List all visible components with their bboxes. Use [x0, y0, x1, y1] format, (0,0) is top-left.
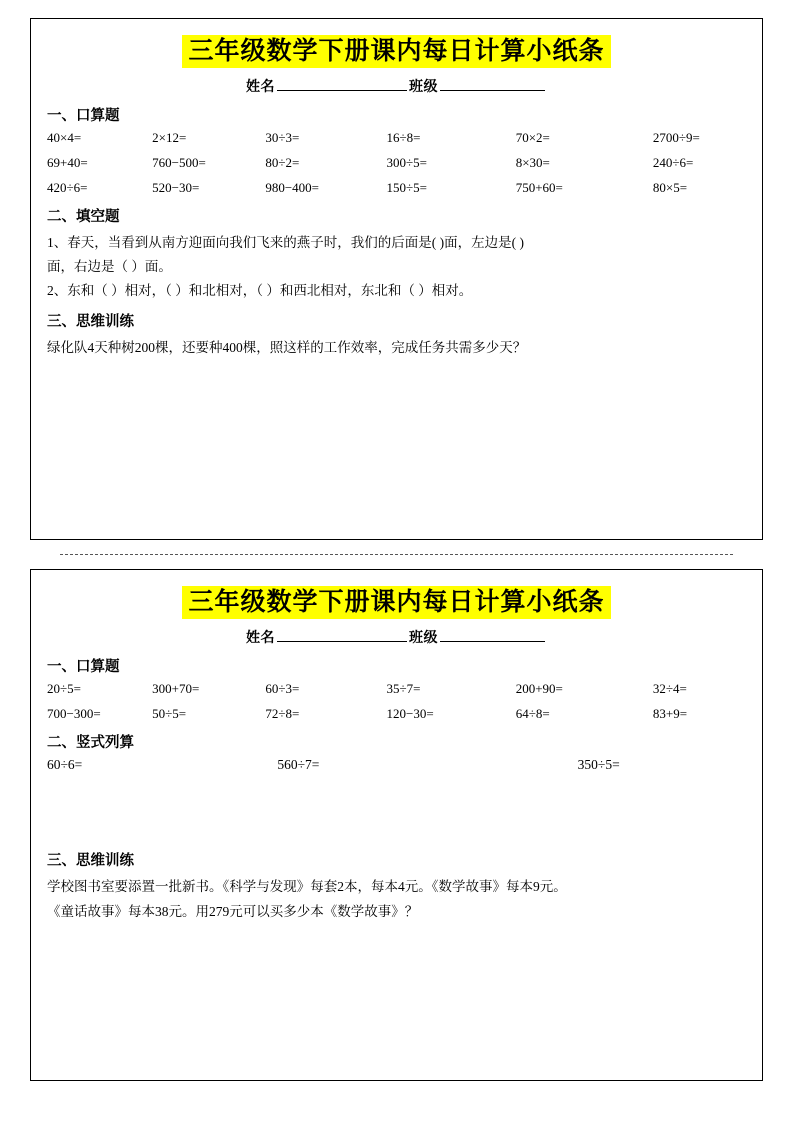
- problem-cell: 760−500=: [152, 155, 206, 171]
- sheet1-title-wrap: [45, 35, 748, 68]
- sheet1-section-3-heading: 三、思维训练: [47, 314, 134, 331]
- sheet1-think-text: 绿化队4天种树200棵，还要种400棵，照这样的工作效率，完成任务共需多少天？: [47, 340, 527, 356]
- problem-cell: 300+70=: [152, 681, 200, 697]
- sheet1-oral-row-3: [45, 180, 748, 196]
- problem-cell: 80÷2=: [265, 155, 300, 171]
- sheet2-name-label: 姓名: [246, 631, 275, 647]
- sheet2-section-1-heading: 一、口算题: [47, 659, 120, 676]
- sheet1-class-label: 班级: [409, 80, 438, 96]
- sheet2-name-class-row: [45, 627, 748, 647]
- sheet1-fill-line-3: 2、东和（ ）相对，（ ）和北相对，（ ）和西北相对，东北和（ ）相对。: [47, 282, 473, 298]
- problem-cell: 69+40=: [47, 155, 88, 171]
- problem-cell: 120−30=: [386, 706, 434, 722]
- sheet2-class-label: 班级: [409, 631, 438, 647]
- problem-cell: 420÷6=: [47, 180, 88, 196]
- sheet1-section-2-heading: 二、填空题: [47, 209, 120, 226]
- sheet2-title-wrap: [45, 586, 748, 619]
- problem-cell: 240÷6=: [652, 155, 694, 171]
- problem-cell: 40×4=: [47, 130, 82, 146]
- problem-cell: 350÷5=: [577, 757, 620, 773]
- sheet1-oral-row-2: [45, 155, 748, 171]
- problem-cell: 64÷8=: [515, 706, 550, 722]
- sheet2-oral-row-1: [45, 681, 748, 697]
- sheet1-section-1-heading: 一、口算题: [47, 108, 120, 125]
- problem-cell: 520−30=: [152, 180, 200, 196]
- problem-cell: 30÷3=: [265, 130, 300, 146]
- sheet1-fill-line-2: 面，右边是（ ）面。: [47, 258, 172, 274]
- sheet2-think-text-line-2: 《童话故事》每本38元。用279元可以买多少本《数学故事》？: [47, 903, 419, 919]
- problem-cell: 8×30=: [515, 155, 550, 171]
- problem-cell: 980−400=: [265, 180, 320, 196]
- problem-cell: 700−300=: [47, 706, 101, 722]
- sheet1-name-class-row: [45, 76, 748, 96]
- problem-cell: 2×12=: [152, 130, 187, 146]
- sheet2-think-text-line-1: 学校图书室要添置一批新书。《科学与发现》每套2本，每本4元。《数学故事》每本9元。: [47, 879, 567, 895]
- problem-cell: 72÷8=: [265, 706, 300, 722]
- sheet1-answer-space: [45, 360, 748, 456]
- problem-cell: 200+90=: [515, 681, 563, 697]
- sheet2-answer-space: [45, 924, 748, 1020]
- sheet-gap: [30, 555, 763, 569]
- problem-cell: 2700÷9=: [652, 130, 700, 146]
- sheet2-name-blank[interactable]: [277, 641, 407, 642]
- sheet2-oral-row-2: [45, 706, 748, 722]
- worksheet-sheet-1: [30, 18, 763, 540]
- problem-cell: 20÷5=: [47, 681, 81, 697]
- sheet1-title: 三年级数学下册课内每日计算小纸条: [182, 35, 610, 68]
- sheet2-section-3-heading: 三、思维训练: [47, 853, 134, 870]
- worksheet-sheet-2: [30, 569, 763, 1081]
- problem-cell: 16÷8=: [386, 130, 421, 146]
- problem-cell: 50÷5=: [152, 706, 187, 722]
- sheet2-section-2-heading: 二、竖式列算: [47, 735, 134, 752]
- problem-cell: 83+9=: [652, 706, 688, 722]
- problem-cell: 60÷3=: [265, 681, 300, 697]
- problem-cell: 32÷4=: [652, 681, 687, 697]
- sheet2-vertical-work-space: [45, 781, 748, 841]
- problem-cell: 35÷7=: [386, 681, 421, 697]
- problem-cell: 300÷5=: [386, 155, 427, 171]
- problem-cell: 560÷7=: [277, 757, 320, 773]
- sheet2-class-blank[interactable]: [440, 641, 545, 642]
- problem-cell: 80×5=: [652, 180, 688, 196]
- sheet2-title: 三年级数学下册课内每日计算小纸条: [182, 586, 610, 619]
- sheet1-fill-line-1: 1、春天，当看到从南方迎面向我们飞来的燕子时，我们的后面是( )面，左边是( ): [47, 235, 524, 251]
- sheet1-name-blank[interactable]: [277, 90, 407, 91]
- problem-cell: 150÷5=: [386, 180, 427, 196]
- sheet1-oral-row-1: [45, 130, 748, 146]
- problem-cell: 60÷6=: [47, 757, 83, 773]
- problem-cell: 750+60=: [515, 180, 563, 196]
- sheet1-name-label: 姓名: [246, 80, 275, 96]
- sheet1-class-blank[interactable]: [440, 90, 545, 91]
- sheet2-vertical-row: [45, 757, 748, 773]
- problem-cell: 70×2=: [515, 130, 550, 146]
